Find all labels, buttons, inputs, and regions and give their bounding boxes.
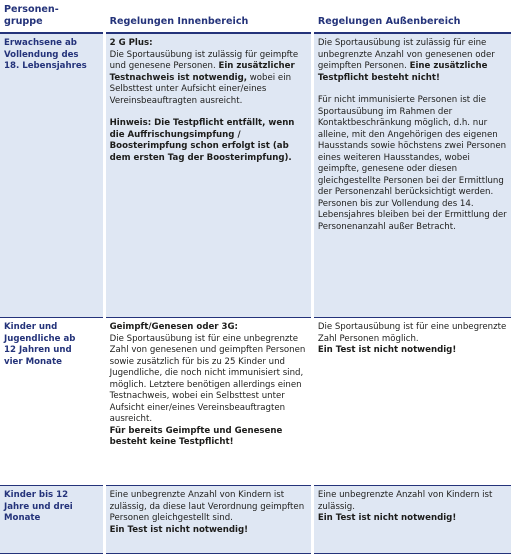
youth-outer-cell [314, 318, 511, 486]
adults-inner-bold1: Ein zusätzlicher Testnachweis ist notwendig, [109, 61, 295, 83]
children-outer-cell [314, 486, 511, 554]
header-group [0, 0, 103, 34]
row-group-children: Kinder bis 12 Jahre und drei Monate [0, 486, 103, 554]
row-group-youth: Kinder und Jugendliche ab 12 Jahren und vier Monate [0, 318, 103, 486]
header-inner: Regelungen Innenbereich [106, 0, 311, 34]
adults-inner-cell [106, 34, 311, 318]
header-group-line1: Personen- [4, 4, 59, 15]
children-outer-text1: Eine unbegrenzte Anzahl von Kindern ist zulässig. [317, 490, 493, 512]
adults-outer-text1: Die Sportausübung ist zulässig für eine unbegrenzte Anzahl von genesenen oder geimpften Personen. [317, 38, 495, 71]
children-outer-bold1: Ein Test ist nicht notwendig! [317, 513, 457, 523]
header-group-line2: gruppe [4, 16, 43, 27]
adults-inner-text1: Die Sportausübung ist zulässig für geimpfte und genesene Personen. [109, 49, 299, 71]
adults-outer-para2: Für nicht immunisierte Personen ist die Sportausübung im Rahmen der Kontaktbeschränkung möglich, d.h. nur alleine, mit den Angehörigen des eigenen Hausstands sowie höchstens zwei Personen eines weiteren Hausstandes, wobei geimpfte, genesene oder diesen gleichgestellte Personen bei der Ermittlung der Personenzahl berücksichtigt werden. Personen bis zur Vollendung des 14. Lebensjahres bleiben bei der Ermittlung der Personenanzahl außer Betracht. [317, 95, 507, 232]
adults-inner-note: Hinweis: Die Testpflicht entfällt, wenn die Auffrischungsimpfung / Boosterimpfung schon erfolgt ist (ab dem ersten Tag der Boosterimpfung). [109, 118, 295, 163]
children-inner-cell [106, 486, 311, 554]
table-header-row [0, 0, 511, 34]
youth-inner-text1: Die Sportausübung ist für eine unbegrenzte Zahl von genesenen und geimpften Personen sowie zusätzlich für bis zu 25 Kinder und Jugendliche, die noch nicht immunisiert sind, möglich. Letztere benötigen allerdings einen Testnachweis, wobei ein Selbsttest unter Aufsicht einer/eines Vereinsbeauftragten ausreicht. [109, 333, 306, 424]
youth-inner-cell [106, 318, 311, 486]
adults-outer-text [318, 38, 507, 84]
adults-outer-bold1: Eine zusätzliche Testpflicht besteht nicht! [317, 61, 488, 83]
youth-inner-heading: Geimpft/Genesen oder 3G: [109, 322, 238, 332]
table-row [0, 318, 511, 486]
children-inner-text1: Eine unbegrenzte Anzahl von Kindern ist zulässig, da diese laut Verordnung geimpften Personen gleichgestellt sind. [109, 490, 305, 523]
adults-inner-heading: 2 G Plus: [109, 38, 153, 48]
row-group-adults: Erwachsene ab Vollendung des 18. Lebensjahres [0, 34, 103, 318]
youth-outer-bold1: Ein Test ist nicht notwendig! [317, 345, 457, 355]
adults-inner-text [110, 50, 307, 108]
header-outer: Regelungen Außenbereich [314, 0, 511, 34]
youth-inner-bold1: Für bereits Geimpfte und Genesene besteht keine Testpflicht! [109, 425, 283, 447]
adults-inner-text2: wobei ein Selbsttest unter Aufsicht einer/eines Vereinsbeauftragten ausreicht. [109, 72, 292, 106]
adults-outer-cell [314, 34, 511, 318]
table-row [0, 34, 511, 318]
children-inner-bold1: Ein Test ist nicht notwendig! [109, 524, 249, 535]
youth-outer-text1: Die Sportausübung ist für eine unbegrenzte Zahl Personen möglich. [317, 322, 507, 344]
table-row [0, 486, 511, 554]
